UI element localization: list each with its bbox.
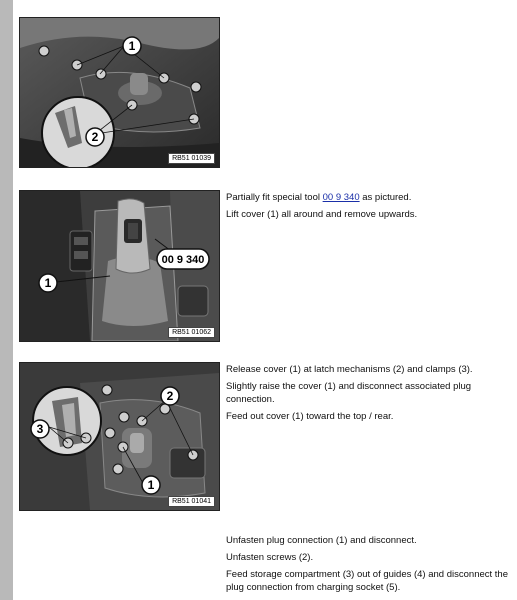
step-2-line-1: Release cover (1) at latch mechanisms (2) and clamps (3).: [226, 364, 473, 375]
callout-3: 3: [36, 422, 44, 436]
step-3-line-1: Unfasten plug connection (1) and disconnect.: [226, 535, 417, 546]
special-tool-link[interactable]: 00 9 340: [322, 192, 360, 203]
step-3-line-3: Feed storage compartment (3) out of guides (4) and disconnect the plug connection from charging socket (5).: [226, 569, 508, 593]
tool-callout: 00 9 340: [161, 254, 205, 266]
callout-2: 2: [91, 130, 99, 144]
left-margin-bar: [0, 0, 13, 600]
callout-2: 2: [166, 389, 174, 403]
figure-1-photo: [19, 17, 220, 168]
callout-1: 1: [44, 276, 52, 290]
step-1-line-2: Lift cover (1) all around and remove upwards.: [226, 209, 418, 220]
step-2-line-3: Feed out cover (1) toward the top / rear.: [226, 411, 394, 422]
figure-code: RB51 01062: [168, 327, 215, 338]
callout-1: 1: [147, 478, 155, 492]
step-1-before-link: Partially fit special tool: [226, 192, 323, 203]
step-3-line-2: Unfasten screws (2).: [226, 552, 314, 563]
figure-3-photo: [19, 362, 220, 511]
step-1-line-1: [226, 191, 511, 204]
step-1-text: [226, 191, 511, 225]
step-1-after-link: as pictured.: [359, 192, 412, 203]
callout-1: 1: [128, 39, 136, 53]
figure-2-photo: [19, 190, 220, 342]
figure-code: RB51 01039: [168, 153, 215, 164]
step-2-text: [226, 363, 511, 427]
step-3-text: [226, 534, 511, 598]
step-2-line-2: Slightly raise the cover (1) and disconnect associated plug connection.: [226, 381, 472, 405]
figure-code: RB51 01041: [168, 496, 215, 507]
